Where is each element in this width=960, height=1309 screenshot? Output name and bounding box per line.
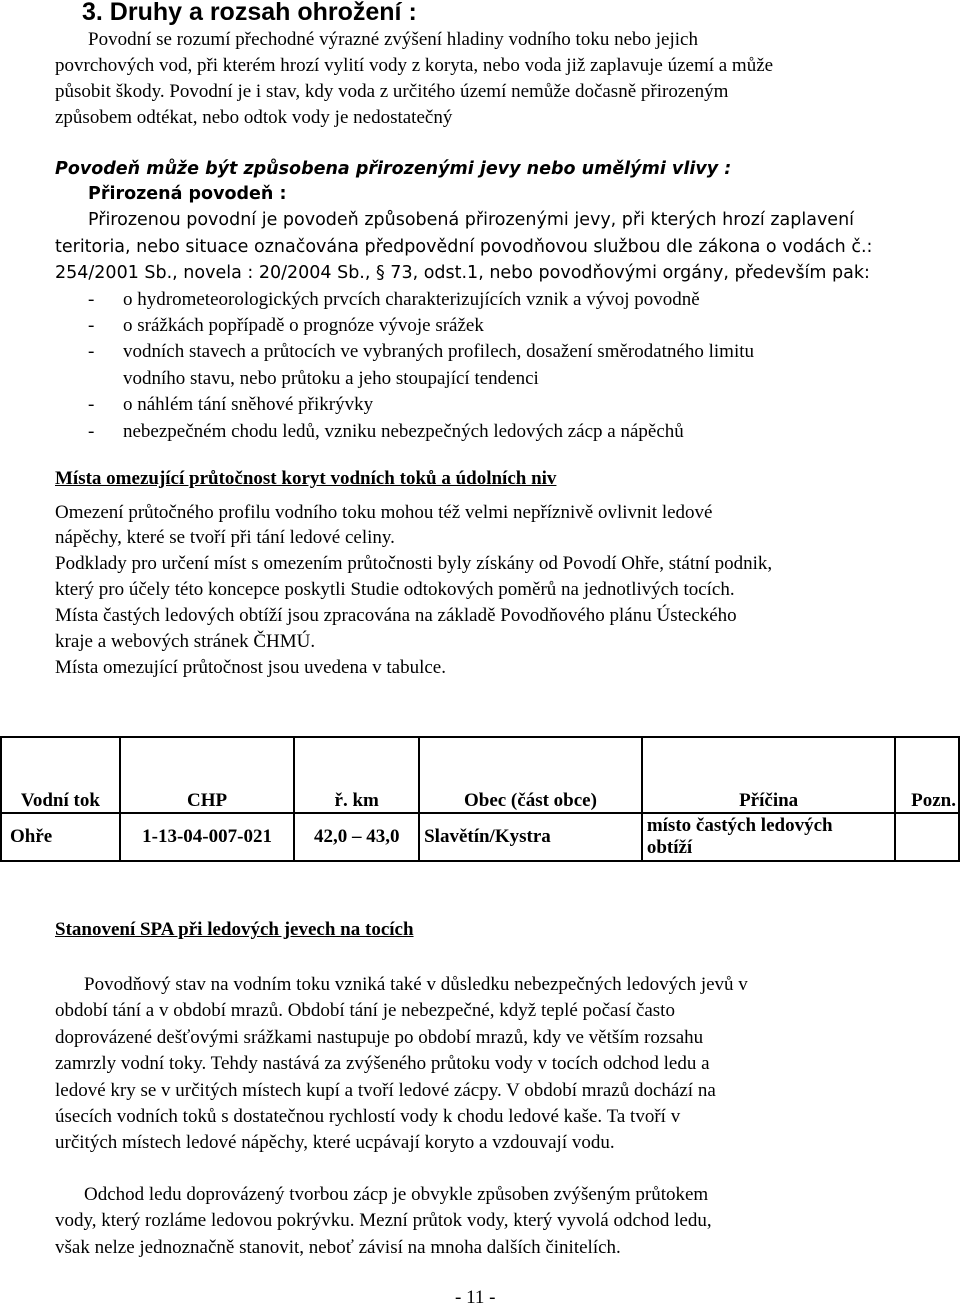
section3-p2-line-3: však nelze jednoznačně stanovit, neboť závisí na mnoha dalších činitelích. xyxy=(55,1237,621,1258)
cell-municipality: Slavětín/Kystra xyxy=(419,813,642,861)
header-cell: Obec (část obce) xyxy=(419,737,642,813)
header-cell: Vodní tok xyxy=(1,737,120,813)
bullet-dash: - xyxy=(88,421,95,442)
section2-line-2: nápěchy, které se tvoří při tání ledové celiny. xyxy=(55,527,395,548)
cause-heading: Povodeň může být způsobena přirozenými jevy nebo umělými vlivy : xyxy=(55,159,732,179)
section3-p1-line-2: období tání a v období mrazů. Období tání je nebezpečné, když teplé počasí často xyxy=(55,1000,675,1021)
bullet-item: vodních stavech a průtocích ve vybraných profilech, dosažení směrodatného limitu xyxy=(123,341,755,362)
section3-p2-line-1: Odchod ledu doprovázený tvorbou zácp je obvykle způsoben zvýšeným průtokem xyxy=(84,1184,709,1205)
section2-line-7: Místa omezující průtočnost jsou uvedena v tabulce. xyxy=(55,657,446,678)
intro-line-2: povrchových vod, při kterém hrozí vylití vody z koryta, nebo voda již zaplavuje území a může xyxy=(55,55,774,76)
section3-p1-line-3: doprovázené dešťovými srážkami nastupuje po období mrazů, kdy ve větším rozsahu xyxy=(55,1027,704,1048)
bullet-dash: - xyxy=(88,315,95,336)
cell-cause xyxy=(642,813,896,861)
bullet-item: o srážkách popřípadě o prognóze vývoje srážek xyxy=(123,315,484,336)
section2-line-5: Místa častých ledových obtíží jsou zpracována na základě Povodňového plánu Ústeckého xyxy=(55,605,737,626)
header-cell: Pozn. xyxy=(895,737,959,813)
bullet-dash: - xyxy=(88,341,95,362)
section2-line-3: Podklady pro určení míst s omezením průtočnosti byly získány od Povodí Ohře, státní podnik, xyxy=(55,553,773,574)
section3-p1-line-7: určitých místech ledové nápěchy, které ucpávají koryto a vzdouvají vodu. xyxy=(55,1132,615,1153)
section3-p1-line-1: Povodňový stav na vodním toku vzniká také v důsledku nebezpečných ledových jevů v xyxy=(84,974,748,995)
cell-cause-line-2: obtíží xyxy=(646,837,693,858)
section2-line-1: Omezení průtočného profilu vodního toku mohou též velmi nepříznivě ovlivnit ledové xyxy=(55,502,713,523)
cell-note xyxy=(895,813,959,861)
natural-text-line-1: Přirozenou povodní je povodeň způsobená přirozenými jevy, při kterých hrozí zaplavení xyxy=(88,210,855,230)
natural-text-line-2: teritoria, nebo situace označována předpovědní povodňovou službou dle zákona o vodách č.: xyxy=(55,237,873,257)
header-cell: CHP xyxy=(120,737,295,813)
bullet-item: o hydrometeorologických prvcích charakterizujících vznik a vývoj povodně xyxy=(123,289,700,310)
header-cell: ř. km xyxy=(294,737,419,813)
restriction-table xyxy=(0,736,960,862)
cell-chp: 1-13-04-007-021 xyxy=(120,813,295,861)
table-row xyxy=(1,813,959,861)
section-heading: 3. Druhy a rozsah ohrožení : xyxy=(82,0,417,26)
intro-line-1: Povodní se rozumí přechodné výrazné zvýšení hladiny vodního toku nebo jejich xyxy=(88,29,698,50)
intro-line-4: způsobem odtékat, nebo odtok vody je nedostatečný xyxy=(55,107,453,128)
section2-heading: Místa omezující průtočnost koryt vodních toků a údolních niv xyxy=(55,468,557,489)
natural-text-line-3: 254/2001 Sb., novela : 20/2004 Sb., § 73, odst.1, nebo povodňovými orgány, především pak: xyxy=(55,263,870,283)
page-number: - 11 - xyxy=(455,1287,496,1308)
table-header-row xyxy=(1,737,959,813)
bullet-item: nebezpečném chodu ledů, vzniku nebezpečných ledových zácp a nápěchů xyxy=(123,421,684,442)
cell-river: Ohře xyxy=(1,813,120,861)
bullet-dash: - xyxy=(88,289,95,310)
header-cell: Příčina xyxy=(642,737,896,813)
section3-p2-line-2: vody, který rozláme ledovou pokrývku. Mezní průtok vody, který vyvolá odchod ledu, xyxy=(55,1210,712,1231)
bullet-item: o náhlém tání sněhové přikrývky xyxy=(123,394,374,415)
section2-line-6: kraje a webových stránek ČHMÚ. xyxy=(55,631,316,652)
cell-river-km: 42,0 – 43,0 xyxy=(294,813,419,861)
bullet-dash: - xyxy=(88,394,95,415)
section3-p1-line-6: úsecích vodních toků s dostatečnou rychlostí vody k chodu ledové kaše. Ta tvoří v xyxy=(55,1106,681,1127)
section2-line-4: který pro účely této koncepce poskytli Studie odtokových poměrů na jednotlivých tocích. xyxy=(55,579,735,600)
section3-p1-line-4: zamrzly vodní toky. Tehdy nastává za zvýšeného průtoku vody v tocích odchod ledu a xyxy=(55,1053,710,1074)
section3-p1-line-5: ledové kry se v určitých místech kupí a tvoří ledové zácpy. V období mrazů dochází na xyxy=(55,1080,716,1101)
section3-heading: Stanovení SPA při ledových jevech na tocích xyxy=(55,919,414,940)
cell-cause-line-1: místo častých ledových xyxy=(646,815,833,836)
bullet-item-continuation: vodního stavu, nebo průtoku a jeho stoupající tendenci xyxy=(123,368,539,389)
natural-flood-heading: Přirozená povodeň : xyxy=(88,184,287,204)
intro-line-3: působit škody. Povodní je i stav, kdy voda z určitého území nemůže dočasně přirozeným xyxy=(55,81,729,102)
